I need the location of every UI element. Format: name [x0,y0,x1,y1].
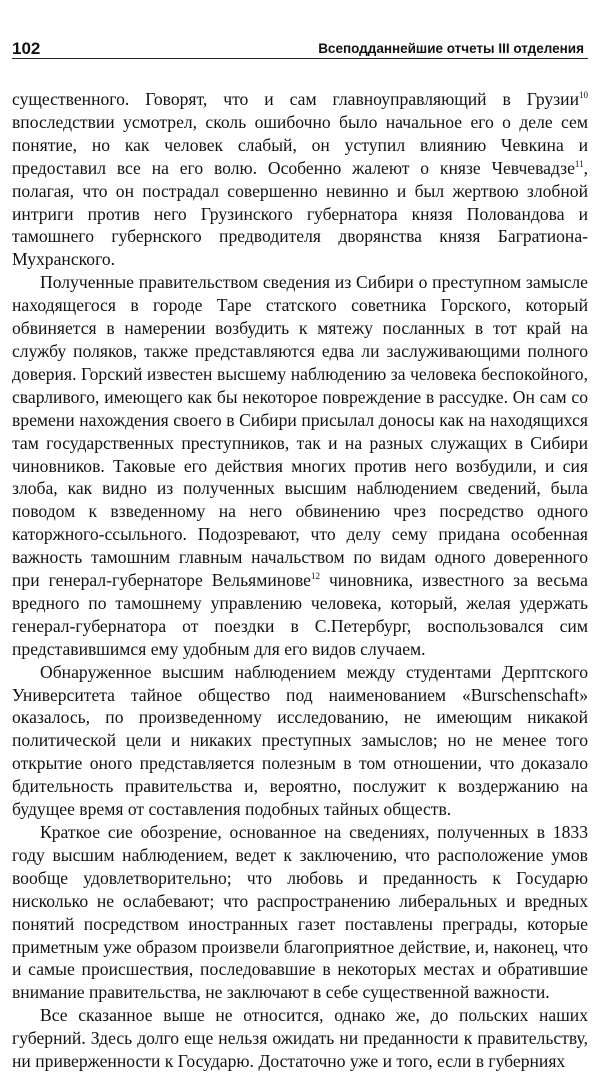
paragraph-3: Обнаруженное высшим наблюдением между студентами Дерптского Университета тайное общество под наименованием «Burschenschaft» оказалось, по произведенному исследованию, не имеющим никакой политической цели и никаких преступных замыслов; но не менее того открытие оного представляется полезным в том отношении, что доказало бдительность правительства и, вероятно, послужит к воздержанию на будущее время от составления подобных тайных обществ. [12,661,588,820]
body-text [12,88,588,1073]
footnote-ref-12: 12 [310,571,320,582]
paragraph-4: Краткое сие обозрение, основанное на сведениях, полученных в 1833 году высшим наблюдением, ведет к заключению, что расположение умов вообще удовлетворительно; что любовь и преданность к Государю нисколько не ослабевают; что распространению либеральных и вредных понятий посредством иностранных газет поставлены преграды, которые приметным уже образом произвели благоприятное действие, и, наконец, что и самые происшествия, последовавшие в некоторых местах и обратившие внимание правительства, не заключают в себе существенной важности. [12,822,588,1003]
footnote-ref-11: 11 [574,158,584,169]
paragraph-1: существенного. Говорят, что и сам главноуправляющий в Грузии$^{10}$ впоследствии усмотрел, сколь ошибочно было начальное его о деле сем понятие, но как человек слабый, он уступил влиянию Чевкина и предоставил все на его волю. Особенно жалеют о князе Чевчевадзе$^{11}$, полагая, что он пострадал совершенно невинно и был жертвою злобной интриги против него Грузинского губернатора князя Половандова и тамошнего губернского предводителя дворянства князя Багратиона-Мухранского. [12,89,588,270]
paragraph-5: Все сказанное выше не относится, однако же, до польских наших губерний. Здесь долго еще нельзя ожидать ни преданности к правительству, ни приверженности к Государю. Достаточно уже и того, если в губерниях [12,1005,588,1072]
paragraph-2: Полученные правительством сведения из Сибири о преступном замысле находящегося в городе Таре статского советника Горского, который обвиняется в намерении возбудить к мятежу посланных в тот край на службу поляков, также представляются едва ли заслуживающими полного доверия. Горский известен высшему наблюдению за человека беспокойного, сварливого, имеющего как бы некоторое повреждение в рассудке. Он сам со времени нахождения своего в Сибири присылал доносы как на находящихся там государственных преступников, так и на разных служащих в Сибири чиновников. Таковые его действия многих против него возбудили, и сия злоба, как видно из полученных высшим наблюдением сведений, была поводом к взведенному на него обвинению чрез посредство одного каторжного-ссыльного. Подозревают, что делу сему придана особенная важность тамошним главным начальством по видам одного доверенного при генерал-губернаторе Вельяминове$^{12}$ чиновника, известного за весьма вредного по тамошнему управлению человека, который, желая удержать генерал-губернатора от поездки в С.Петербург, воспользовался сим представившимся ему удобным для его видов случаем. [12,272,588,659]
running-header [12,18,588,59]
page-number: 102 [12,39,41,58]
running-title: Всеподданнейшие отчеты III отделения [318,41,584,56]
footnote-ref-10: 10 [579,90,588,101]
